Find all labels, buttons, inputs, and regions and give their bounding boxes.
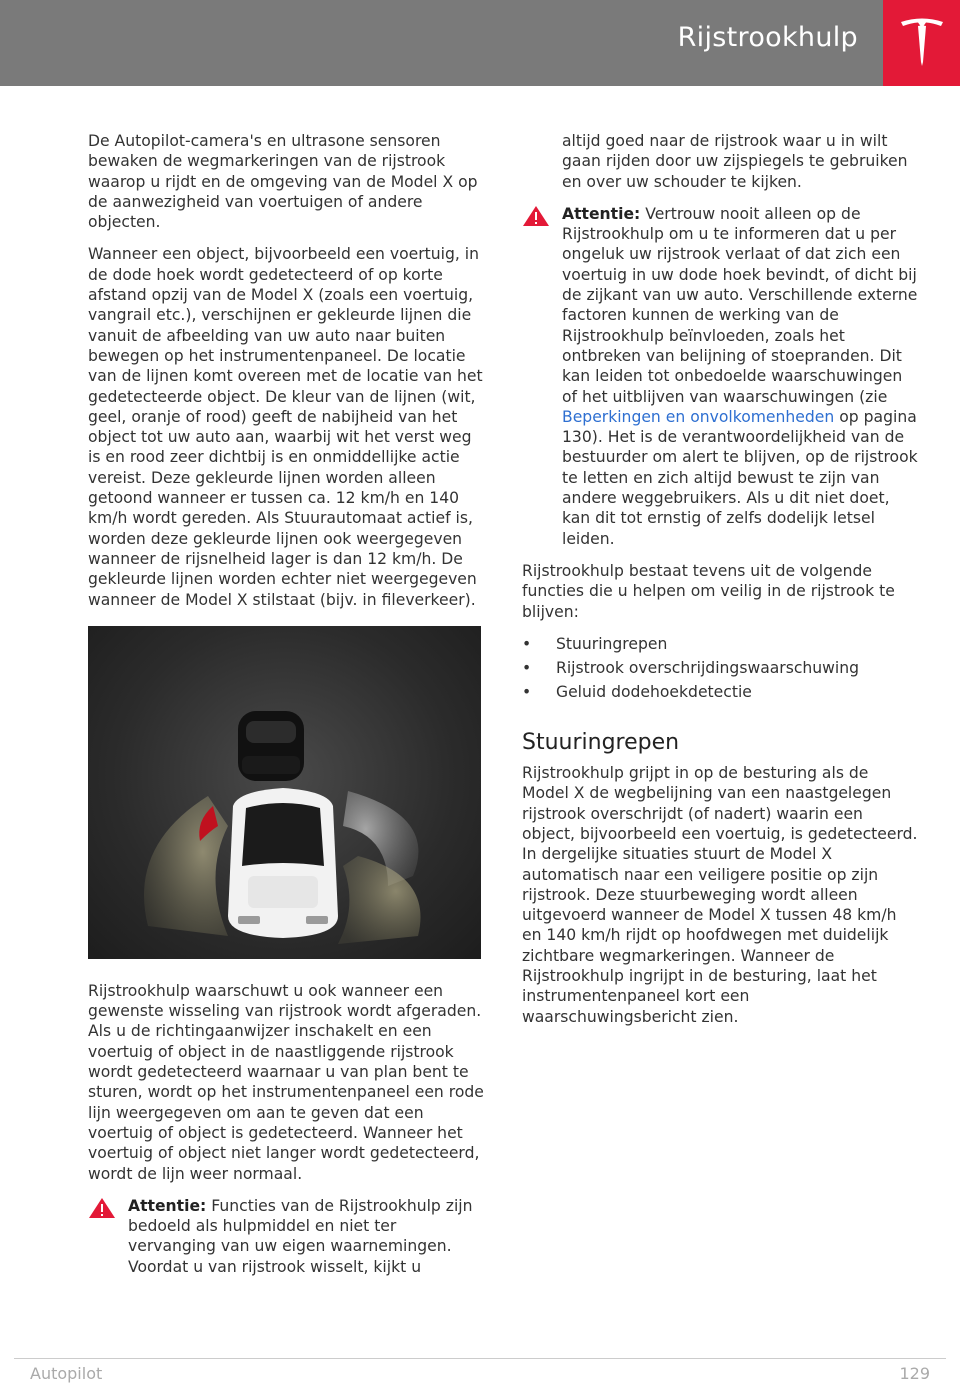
lane-change-paragraph: Rijstrookhulp waarschuwt u ook wanneer een gewenste wisseling van rijstrook wordt afgeraden. Als u de richtingaanwijzer inschakelt en een voertuig of object in de naastliggende rijstrook wordt gedetecteerd waarnaar u van plan bent te sturen, wordt op het instrumentenpaneel een rode lijn weergegeven om aan te geven dat een voertuig of object is gedetecteerd. Wanneer het voertuig of object niet langer wordt gedetecteerd, wordt de lijn weer normaal. <box>88 981 484 1183</box>
right-column <box>522 131 918 1039</box>
list-item: • Rijstrook overschrijdingswaarschuwing <box>522 658 918 678</box>
limitations-link[interactable]: Beperkingen en onvolkomenheden <box>562 407 835 426</box>
warning-text: Vertrouw nooit alleen op de Rijstrookhulp om u te informeren dat u per ongeluk uw rijstrook verlaat of dat zich een voertuig in uw dode hoek bevindt, of dicht bij de zijkant van uw auto. Verschillende externe factoren kunnen de werking van de Rijstrookhulp beïnvloeden, zoals het ontbreken van belijning of stoepranden. Dit kan leiden tot onbedoelde waarschuwingen of het uitblijven van waarschuwingen (zie <box>562 204 918 406</box>
warning-triangle-icon <box>522 205 550 232</box>
detection-paragraph: Wanneer een object, bijvoorbeeld een voertuig, in de dode hoek wordt gedetecteerd of op korte afstand opzij van de Model X (zoals een voertuig, vangrail etc.), verschijnen er gekleurde lijnen die vanuit de afbeelding van uw auto naar buiten bewegen op het instrumentenpaneel. De locatie van de lijnen komt overeen met de locatie van het gedetecteerde object. De kleur van de lijnen (wit, geel, oranje of rood) geeft de nabijheid van het object tot uw auto aan, waarbij wit het verst weg is en rood zeer dichtbij is en onmiddellijke actie vereist. Deze gekleurde lijnen worden alleen getoond wanneer er tussen ca. 12 km/h en 140 km/h wordt gereden. Als Stuurautomaat actief is, worden deze gekleurde lijnen ook weergegeven wanneer de rijsnelheid lager is dan 12 km/h. De gekleurde lijnen worden echter niet weergegeven wanneer de Model X stilstaat (bijv. in fileverkeer). <box>88 245 483 609</box>
steering-paragraph: Rijstrookhulp grijpt in op de besturing als de Model X de wegbelijning van een naastgelegen rijstrook overschrijdt (of nadert) waarin een object, bijvoorbeeld een voertuig, is gedetecteerd. In dergelijke situaties stuurt de Model X automatisch naar een veiligere positie op zijn rijstrook. Deze stuurbeweging wordt alleen uitgevoerd wanneer de Model X tussen 48 km/h en 140 km/h rijdt op hoofdwegen met duidelijk zichtbare wegmarkeringen. Wanneer de Rijstrookhulp ingrijpt in de besturing, laat het instrumentenpaneel kort een waarschuwingsbericht zien. <box>522 764 918 1026</box>
continued-paragraph: altijd goed naar de rijstrook waar u in wilt gaan rijden door uw zijspiegels te gebruiken en over uw schouder te kijken. <box>562 132 908 191</box>
features-intro-paragraph: Rijstrookhulp bestaat tevens uit de volgende functies die u helpen om veilig in de rijstrook te blijven: <box>522 561 895 621</box>
list-item: • Stuuringrepen <box>522 634 918 654</box>
footer-section: Autopilot <box>30 1364 103 1383</box>
warning-text: Functies van de Rijstrookhulp zijn bedoeld als hulpmiddel en niet ter vervanging van uw eigen waarnemingen. Voordat u van rijstrook wisselt, kijkt u <box>128 1196 473 1276</box>
warning-text-end: op pagina 130). Het is de verantwoordelijkheid van de bestuurder om alert te blijven, op de rijstrook te letten en zich altijd bewust te zijn van andere weggebruikers. Als u dit niet doet, kan dit tot ernstig of zelfs dodelijk letsel leiden. <box>562 407 918 548</box>
left-column <box>88 131 484 1289</box>
page-title: Rijstrookhulp <box>677 22 858 53</box>
page-number: 129 <box>899 1364 930 1383</box>
footer-divider <box>14 1358 946 1359</box>
warning-triangle-icon <box>88 1197 116 1224</box>
own-vehicle <box>228 788 338 938</box>
section-heading: Stuuringrepen <box>522 729 680 755</box>
page-header <box>0 0 960 86</box>
lead-vehicle <box>238 711 304 781</box>
blind-spot-illustration <box>88 626 481 959</box>
intro-paragraph: De Autopilot-camera's en ultrasone sensoren bewaken de wegmarkeringen van de rijstrook waarop u rijdt en de omgeving van de Model X op de aanwezigheid van voertuigen of andere objecten. <box>88 132 478 232</box>
tesla-logo-icon <box>897 16 947 70</box>
list-item: • Geluid dodehoekdetectie <box>522 682 918 702</box>
warning-block-left <box>88 1196 484 1277</box>
warning-label: Attentie: <box>128 1196 207 1215</box>
car-illustration <box>88 626 481 959</box>
brand-logo-box <box>883 0 960 86</box>
features-list <box>522 634 918 703</box>
warning-label: Attentie: <box>562 204 641 223</box>
warning-block-right <box>522 204 918 549</box>
